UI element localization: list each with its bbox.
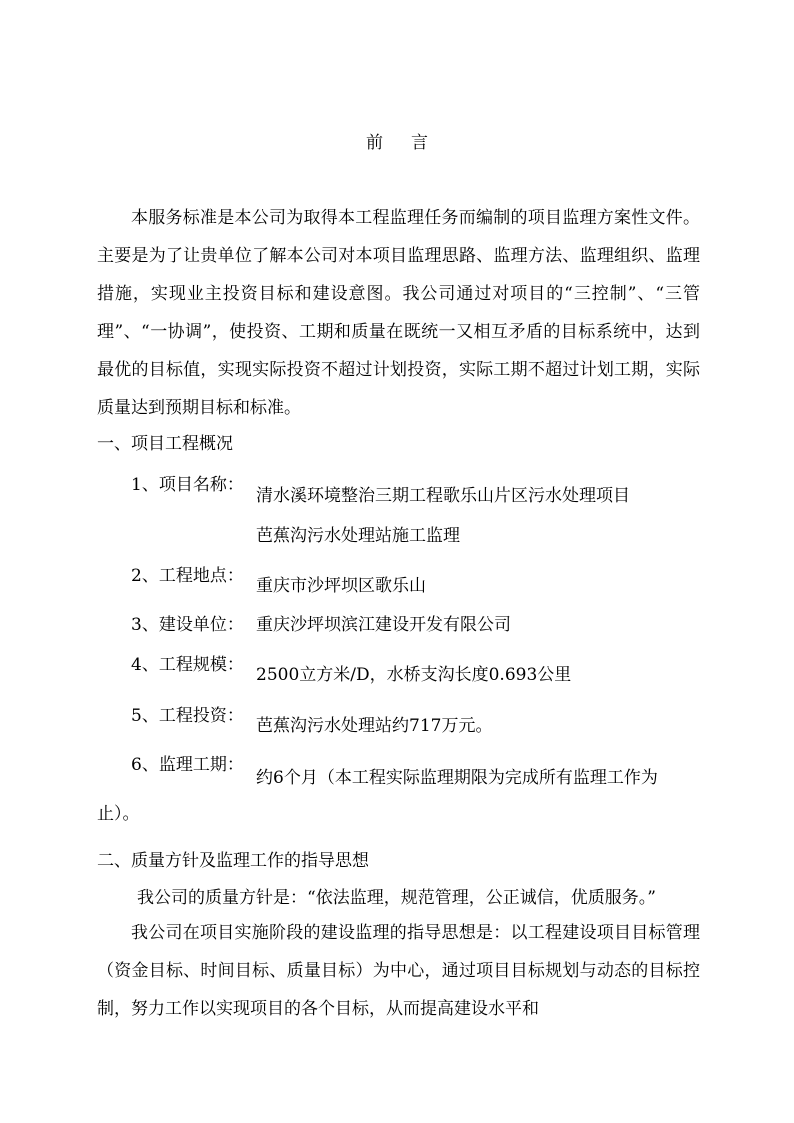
item-label-scale: 4、工程规模： [131,655,244,675]
item-value-builder: 重庆沙坪坝滨江建设开发有限公司 [256,615,511,635]
item-label-location: 2、工程地点： [131,566,244,586]
section-heading-1: 一、项目工程概况 [97,434,233,454]
item-label-period: 6、监理工期： [131,755,244,775]
item-value-scale: 2500立方米/D，水桥支沟长度0.693公里 [256,665,572,685]
item-label-builder: 3、建设单位： [131,615,244,635]
item-value-name-2: 芭蕉沟污水处理站施工监理 [256,526,460,546]
item-label-name: 1、项目名称： [131,475,244,495]
page-title [0,128,794,153]
item-label-investment: 5、工程投资： [131,706,244,726]
intro-paragraph: 本服务标准是本公司为取得本工程监理任务而编制的项目监理方案性文件。主要是为了让贵单位了解本公司对本项目监理思路、监理方法、监理组织、监理措施，实现业主投资目标和建设意图。我公司通过对项目的“三控制”、“三管理”、“一协调”，使投资、工期和质量在既统一又相互矛盾的目标系统中，达到最优的目标值，实现实际投资不超过计划投资，实际工期不超过计划工期，实际质量达到预期目标和标准。 [97,208,700,418]
section-heading-2: 二、质量方针及监理工作的指导思想 [97,851,369,871]
item-value-investment: 芭蕉沟污水处理站约717万元。 [256,716,493,736]
guiding-paragraph: 我公司在项目实施阶段的建设监理的指导思想是：以工程建设项目目标管理（资金目标、时间目标、质量目标）为中心，通过项目目标规划与动态的目标控制，努力工作以实现项目的各个目标，从而提高建设水平和 [97,923,700,1019]
item-value-period-2: 止）。 [97,804,140,824]
item-value-name: 清水溪环境整治三期工程歌乐山片区污水处理项目 [256,486,630,506]
item-value-period: 约6个月（本工程实际监理期限为完成所有监理工作为 [256,768,658,788]
quality-policy: 我公司的质量方针是：“依法监理，规范管理，公正诚信，优质服务。” [137,888,656,908]
item-value-location: 重庆市沙坪坝区歌乐山 [256,576,426,596]
title-char-2: 言 [411,133,428,153]
title-char-1: 前 [366,133,383,153]
